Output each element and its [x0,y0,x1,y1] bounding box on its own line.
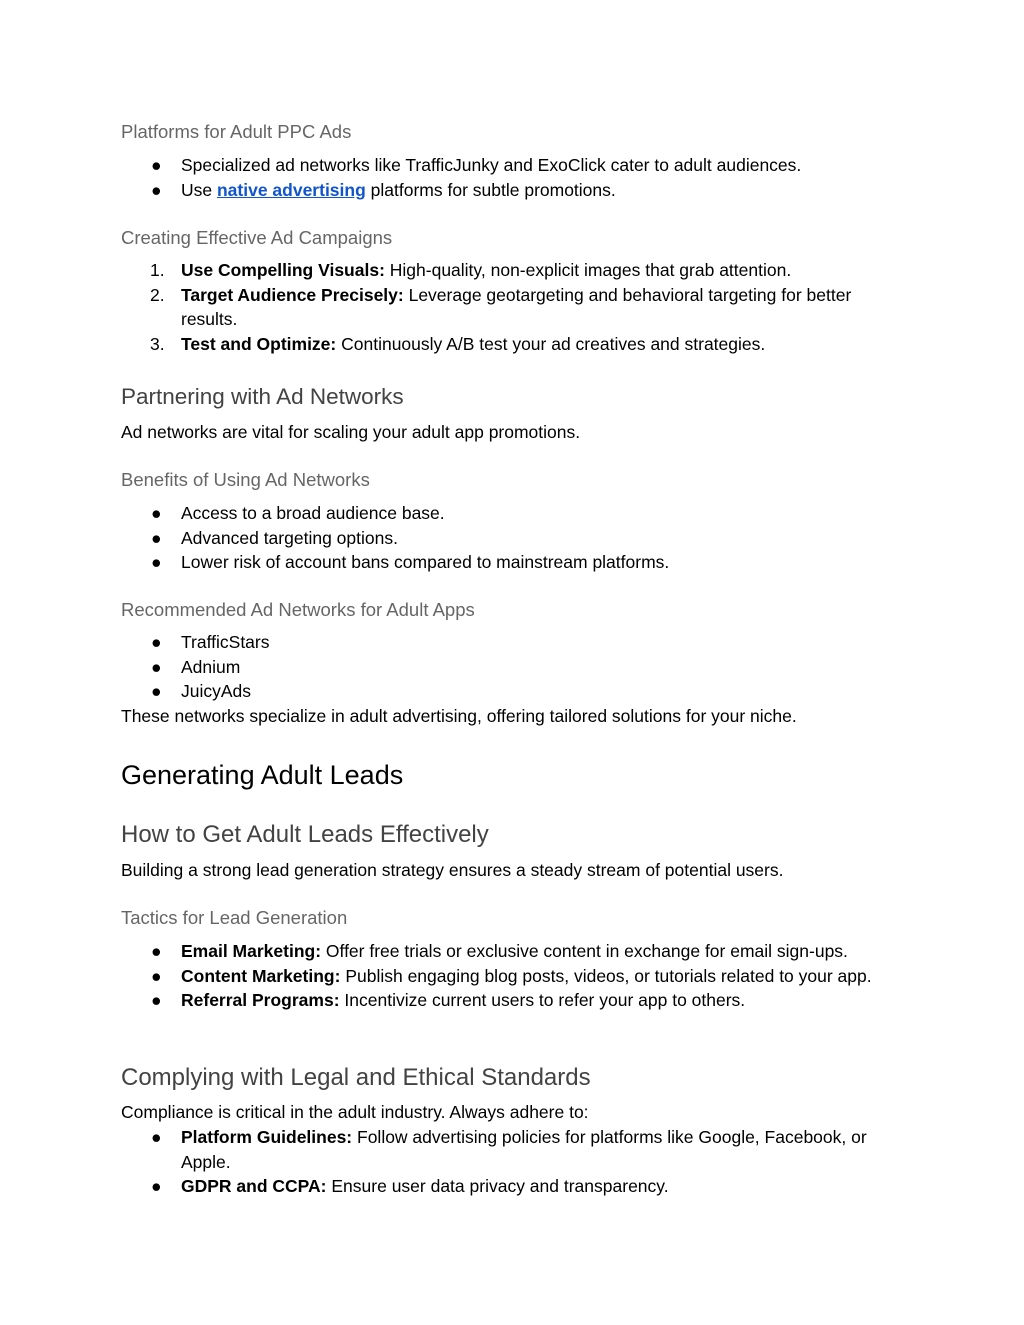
bullet-icon: ● [151,552,162,572]
bullet-icon: ● [151,155,162,175]
benefits-list [121,501,906,575]
list-item: ● Platform Guidelines: Follow advertising policies for platforms like Google, Facebook, or Apple. [151,1127,867,1172]
list-item: ● JuicyAds [121,679,906,704]
heading-platforms: Platforms for Adult PPC Ads [121,121,352,142]
list-item: ● TrafficStars [121,630,906,655]
list-number: 3. [150,333,165,354]
list-item: 2. Target Audience Precisely: Leverage geotargeting and behavioral targeting for better results. [150,284,852,329]
compliance-intro: Compliance is critical in the adult industry. Always adhere to: [121,1102,589,1122]
list-item: ● Email Marketing: Offer free trials or exclusive content in exchange for email sign-ups. [121,939,906,964]
bullet-icon: ● [151,656,162,677]
list-item: 1. Use Compelling Visuals: High-quality, non-explicit images that grab attention. [121,258,906,283]
list-item: ● Use native advertising platforms for subtle promotions. [121,178,906,203]
bullet-icon: ● [151,1176,162,1196]
bullet-icon: ● [151,527,162,548]
heading-campaigns: Creating Effective Ad Campaigns [121,227,393,248]
list-item: ● Content Marketing: Publish engaging blog posts, videos, or tutorials related to your app. [121,964,906,989]
list-item: ● Access to a broad audience base. [121,501,906,526]
howto-intro: Building a strong lead generation strategy ensures a steady stream of potential users. [121,860,784,880]
list-item: ● Referral Programs: Incentivize current users to refer your app to others. [121,988,906,1013]
bullet-icon: ● [151,965,162,986]
heading-recommended: Recommended Ad Networks for Adult Apps [121,599,475,620]
recommended-outro: These networks specialize in adult advertising, offering tailored solutions for your niche. [121,706,797,726]
partnering-intro: Ad networks are vital for scaling your adult app promotions. [121,422,581,442]
recommended-list [121,630,906,704]
bullet-icon: ● [151,179,162,200]
compliance-list [121,1125,906,1199]
list-number: 1. [150,260,165,280]
bullet-icon: ● [151,503,162,523]
heading-tactics: Tactics for Lead Generation [121,907,348,928]
list-item: ● Specialized ad networks like TrafficJunky and ExoClick cater to adult audiences. [121,153,906,178]
heading-compliance: Complying with Legal and Ethical Standards [121,1064,591,1091]
bullet-icon: ● [151,632,162,652]
list-item: ● Lower risk of account bans compared to mainstream platforms. [121,550,906,575]
bullet-icon: ● [151,1127,162,1147]
tactics-list [121,939,906,1013]
heading-howto: How to Get Adult Leads Effectively [121,821,489,848]
list-item: ● GDPR and CCPA: Ensure user data privacy and transparency. [121,1174,906,1199]
platforms-list [121,153,906,202]
campaigns-list [121,258,906,356]
bullet-icon: ● [151,990,162,1010]
list-item: ● Advanced targeting options. [121,526,906,551]
bullet-icon: ● [151,941,162,961]
list-item: 3. Test and Optimize: Continuously A/B test your ad creatives and strategies. [121,332,906,357]
list-item: ● Adnium [121,655,906,680]
bullet-icon: ● [151,681,162,701]
native-advertising-link[interactable]: native advertising [216,179,366,200]
heading-benefits: Benefits of Using Ad Networks [121,469,370,490]
list-number: 2. [150,284,165,305]
heading-leads: Generating Adult Leads [121,760,404,790]
heading-partnering: Partnering with Ad Networks [121,384,404,409]
